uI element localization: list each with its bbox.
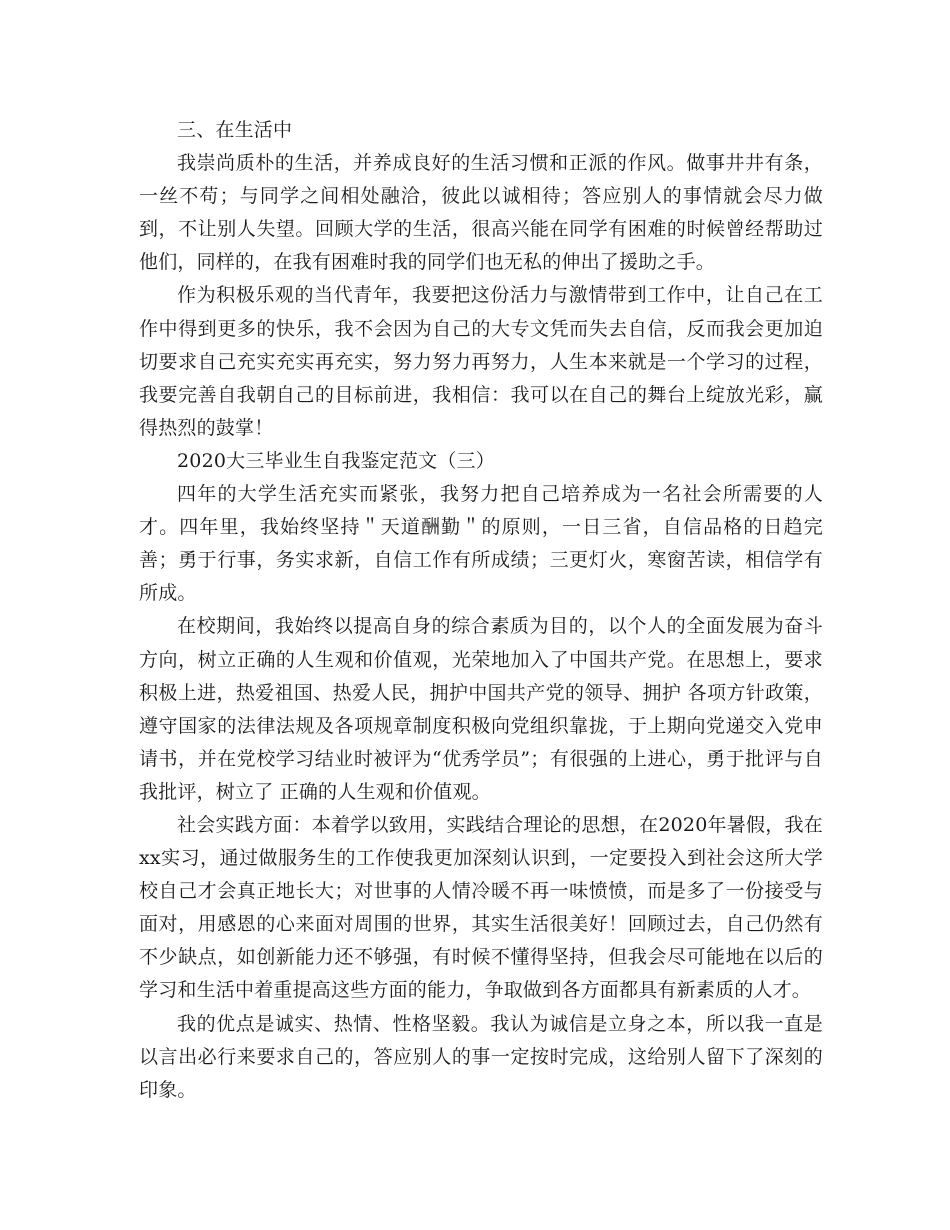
paragraph-life-habits: 我崇尚质朴的生活，并养成良好的生活习惯和正派的作风。做事井井有条，一丝不苟；与同学之间相处融洽，彼此以诚相待；答应别人的事情就会尽力做到，不让别人失望。回顾大学的生活，很高兴能在同学有困难的时候曾经帮助过他们，同样的，在我有困难时我的同学们也无私的伸出了援助之手。 [139,152,823,274]
section-heading: 三、在生活中 [177,119,293,141]
paragraph-four-years: 四年的大学生活充实而紧张，我努力把自己培养成为一名社会所需要的人才。四年里，我始终坚持＂天道酬勤＂的原则，一日三省，自信品格的日趋完善；勇于行事，务实求新，自信工作有所成绩；三更灯火，寒窗苦读，相信学有所成。 [139,483,823,605]
document-body [139,114,823,1107]
paragraph-strengths: 我的优点是诚实、热情、性格坚毅。我认为诚信是立身之本，所以我一直是以言出必行来要求自己的，答应别人的事一定按时完成，这给别人留下了深刻的印象。 [139,1012,823,1101]
paragraph-school-period: 在校期间，我始终以提高自身的综合素质为目的，以个人的全面发展为奋斗方向，树立正确的人生观和价值观，光荣地加入了中国共产党。在思想上，要求积极上进，热爱祖国、热爱人民，拥护中国共产党的领导、拥护 各项方针政策，遵守国家的法律法规及各项规章制度积极向党组织靠拢，于上期向党递交入党申请书，并在党校学习结业时被评为“优秀学员”；有很强的上进心，勇于批评与自我批评，树立了 正确的人生观和价值观。 [139,615,823,803]
paragraph-social-practice: 社会实践方面：本着学以致用，实践结合理论的思想，在2020年暑假，我在xx实习，通过做服务生的工作使我更加深刻认识到，一定要投入到社会这所大学校自己才会真正地长大；对世事的人情冷暖不再一味愤愤，而是多了一份接受与面对，用感恩的心来面对周围的世界，其实生活很美好！回顾过去，自己仍然有不少缺点，如创新能力还不够强，有时候不懂得坚持，但我会尽可能地在以后的学习和生活中着重提高这些方面的能力，争取做到各方面都具有新素质的人才。 [139,813,823,1002]
paragraph-optimism: 作为积极乐观的当代青年，我要把这份活力与激情带到工作中，让自己在工作中得到更多的快乐，我不会因为自己的大专文凭而失去自信，反而我会更加迫切要求自己充实充实再充实，努力努力再努力，人生本来就是一个学习的过程，我要完善自我朝自己的目标前进，我相信：我可以在自己的舞台上绽放光彩，赢得热烈的鼓掌！ [139,284,823,439]
article-title: 2020大三毕业生自我鉴定范文（三） [177,449,495,472]
